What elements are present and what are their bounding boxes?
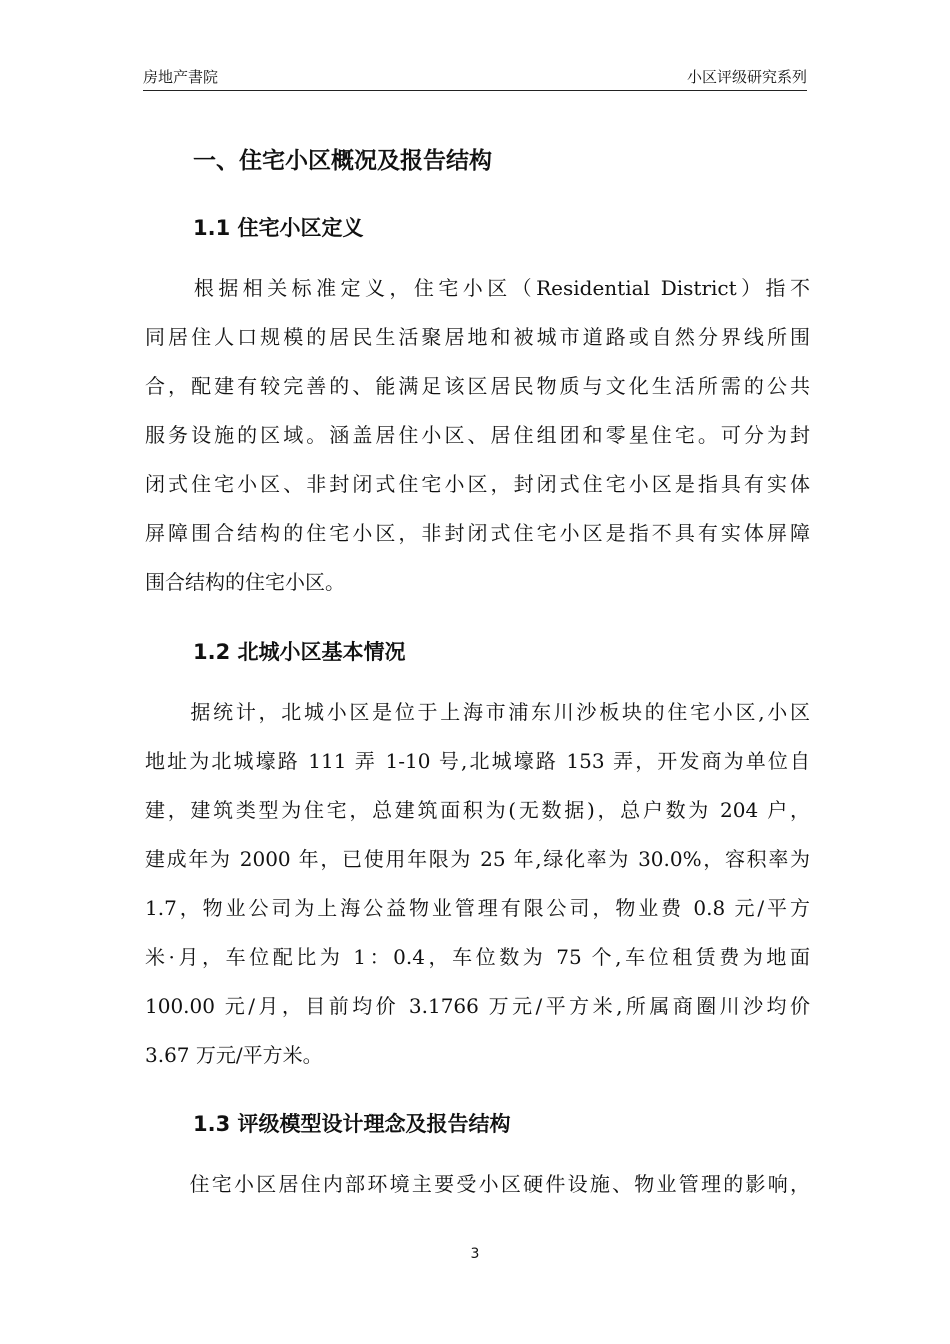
text-line: 闭式住宅小区、非封闭式住宅小区，封闭式住宅小区是指具有实体 bbox=[145, 472, 810, 496]
running-header bbox=[143, 66, 807, 88]
section-title: 一、住宅小区概况及报告结构 bbox=[193, 148, 492, 174]
subsection-title-1-3: 1.3 评级模型设计理念及报告结构 bbox=[193, 1112, 511, 1136]
text-line: 屏障围合结构的住宅小区，非封闭式住宅小区是指不具有实体屏障 bbox=[145, 521, 810, 545]
text-line: 合，配建有较完善的、能满足该区居民物质与文化生活所需的公共 bbox=[145, 374, 810, 398]
header-left-title: 房地产書院 bbox=[143, 68, 219, 86]
paragraph-definition bbox=[145, 264, 810, 607]
text-line: 围合结构的住宅小区。 bbox=[145, 570, 345, 594]
paragraph-basic-info bbox=[145, 688, 810, 1080]
text-line: 地址为北城壕路 111 弄 1-10 号,北城壕路 153 弄，开发商为单位自 bbox=[145, 749, 810, 773]
text-line: 100.00 元/月，目前均价 3.1766 万元/平方米,所属商圈川沙均价 bbox=[145, 994, 810, 1018]
text-line: 同居住人口规模的居民生活聚居地和被城市道路或自然分界线所围 bbox=[145, 325, 810, 349]
text-line: 据统计，北城小区是位于上海市浦东川沙板块的住宅小区,小区 bbox=[145, 700, 810, 724]
paragraph-model-design bbox=[145, 1160, 810, 1209]
page-number: 3 bbox=[470, 1246, 480, 1262]
text-line: 住宅小区居住内部环境主要受小区硬件设施、物业管理的影响， bbox=[145, 1172, 810, 1196]
header-right-title: 小区评级研究系列 bbox=[686, 68, 807, 86]
text-line: 建成年为 2000 年，已使用年限为 25 年,绿化率为 30.0%，容积率为 bbox=[145, 847, 810, 871]
text-line: 服务设施的区域。涵盖居住小区、居住组团和零星住宅。可分为封 bbox=[145, 423, 810, 447]
header-divider bbox=[143, 90, 807, 91]
text-line: 建，建筑类型为住宅，总建筑面积为(无数据)，总户数为 204 户， bbox=[145, 798, 810, 822]
subsection-title-1-2: 1.2 北城小区基本情况 bbox=[193, 640, 406, 664]
text-line: 1.7，物业公司为上海公益物业管理有限公司，物业费 0.8 元/平方 bbox=[145, 896, 810, 920]
text-line: 3.67 万元/平方米。 bbox=[145, 1043, 323, 1067]
text-line: 根据相关标准定义，住宅小区（Residential District）指不 bbox=[145, 276, 810, 300]
subsection-title-1-1: 1.1 住宅小区定义 bbox=[193, 216, 364, 240]
text-line: 米·月，车位配比为 1：0.4，车位数为 75 个,车位租赁费为地面 bbox=[145, 945, 810, 969]
